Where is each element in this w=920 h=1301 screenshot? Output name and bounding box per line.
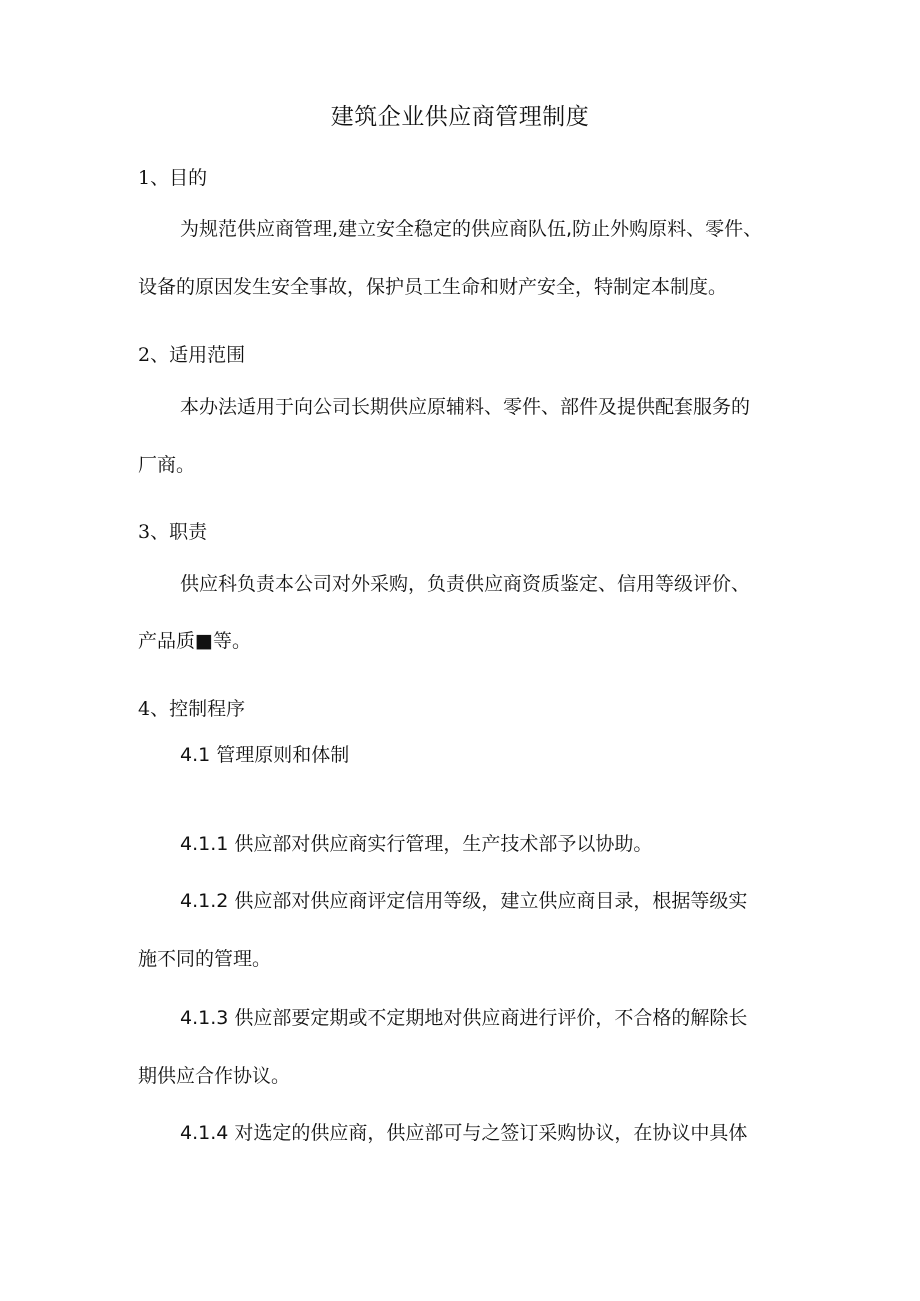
document-title: 建筑企业供应商管理制度 [330,104,590,130]
section-2-paragraph-line-2: 厂商。 [138,454,196,476]
item-4-1-2-line-2: 施不同的管理。 [138,948,272,970]
item-4-1-4-line-1: 4.1.4 对选定的供应商，供应部可与之签订采购协议，在协议中具体 [180,1122,748,1144]
item-4-1-3-line-2: 期供应合作协议。 [138,1065,291,1087]
section-3-paragraph-line-2: 产品质■等。 [138,630,251,652]
item-4-1-1: 4.1.1 供应部对供应商实行管理，生产技术部予以协助。 [180,833,653,855]
section-1-paragraph-line-1: 为规范供应商管理,建立安全稳定的供应商队伍,防止外购原料、零件、 [180,218,763,240]
item-4-1-2-line-1: 4.1.2 供应部对供应商评定信用等级，建立供应商目录，根据等级实 [180,890,748,912]
subsection-4-1-heading: 4.1 管理原则和体制 [180,744,350,766]
section-4-heading: 4、控制程序 [138,698,246,720]
section-1-paragraph-line-2: 设备的原因发生安全事故，保护员工生命和财产安全，特制定本制度。 [138,276,728,298]
section-3-heading: 3、职责 [138,521,208,543]
section-2-heading: 2、适用范围 [138,344,246,366]
item-4-1-3-line-1: 4.1.3 供应部要定期或不定期地对供应商进行评价，不合格的解除长 [180,1007,748,1029]
section-3-paragraph-line-1: 供应科负责本公司对外采购，负责供应商资质鉴定、信用等级评价、 [180,573,751,595]
section-2-paragraph-line-1: 本办法适用于向公司长期供应原辅料、零件、部件及提供配套服务的 [180,396,751,418]
section-1-heading: 1、目的 [138,167,208,189]
